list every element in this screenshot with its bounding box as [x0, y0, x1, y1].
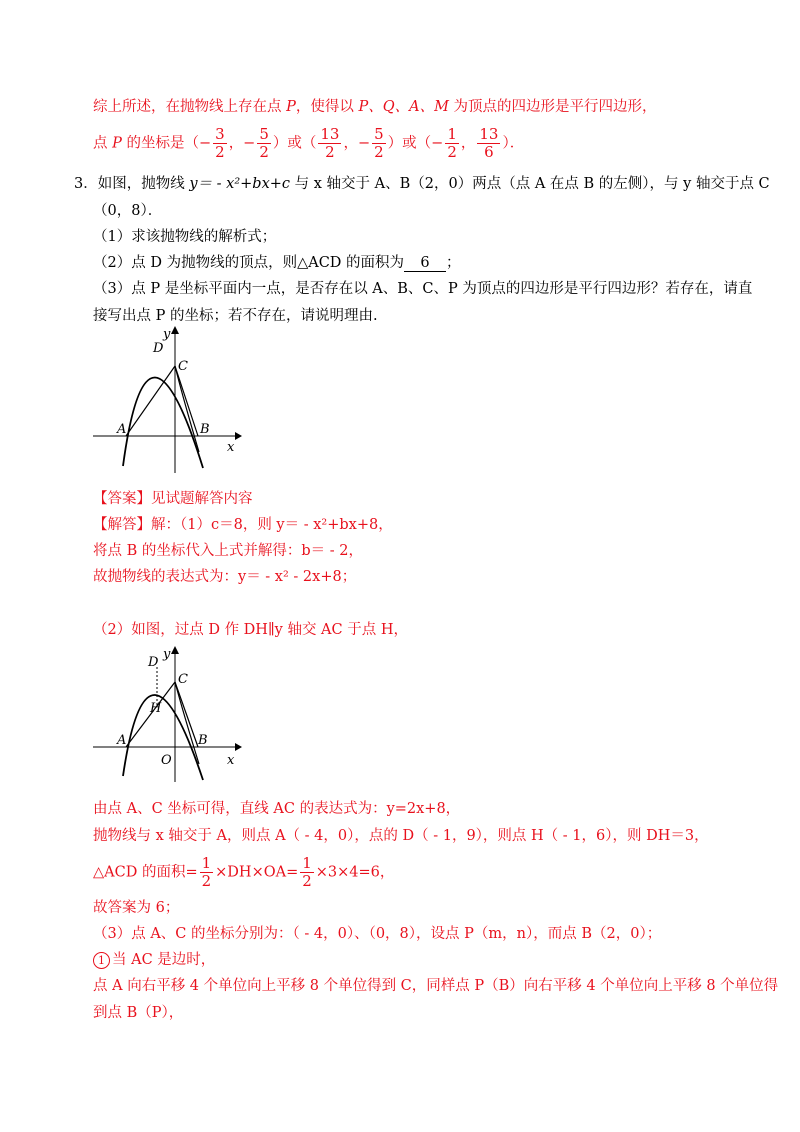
question-3-line-2: （0，8）．	[93, 203, 163, 219]
answer-tag: 【答案】	[93, 491, 151, 507]
label-c: C	[178, 672, 188, 687]
fraction: $\frac{5}{2}$	[259, 125, 269, 161]
label-c: C	[178, 359, 188, 374]
fraction: $\frac{3}{2}$	[215, 125, 225, 161]
label-x: x	[227, 440, 235, 455]
fraction: $\frac{5}{2}$	[374, 125, 384, 161]
fraction: $\frac{1}{2}$	[201, 854, 212, 890]
x-axis-arrow	[235, 743, 242, 751]
parabola-figure-1	[85, 318, 245, 478]
y-axis-arrow	[171, 326, 179, 334]
solution-line-answer: 故答案为 6；	[93, 900, 180, 916]
conclusion-line: 综上所述，在抛物线上存在点 P，使得以 P、Q、A、M 为顶点的四边形是平行四边形，	[93, 99, 657, 115]
question-3-part-2: （2）点 D 为抛物线的顶点，则△ACD 的面积为 6 ；	[93, 255, 461, 271]
parabola-inner-curve	[175, 366, 199, 452]
question-3-line-1: 3．如图，抛物线 y＝ - x²+bx+c 与 x 轴交于 A、B（2，0）两点（点 A 在点 B 的左侧），与 y 轴交于点 C	[74, 176, 770, 192]
fraction: $\frac{13}{2}$	[320, 125, 340, 161]
segment-ac	[126, 366, 175, 436]
label-y: y	[163, 647, 171, 662]
answer-line: 【答案】见试题解答内容	[93, 491, 253, 507]
solution-translation-line: 点 A 向右平移 4 个单位向上平移 8 个单位得到 C，同样点 P（B）向右平移 4 个单位向上平移 8 个单位得	[93, 978, 779, 994]
label-a: A	[117, 733, 127, 748]
solution-part-3: （3）点 A、C 的坐标分别为：（ - 4，0）、（0，8），设点 P（m，n），而点 B（2，0）；	[93, 926, 662, 942]
segment-cb	[175, 366, 198, 436]
parabola-figure-2	[85, 640, 245, 785]
label-a: A	[117, 422, 127, 437]
solution-line-1: 【解答】解：（1）c＝8，则 y＝ - x²+bx+8，	[93, 517, 393, 533]
parabola-inner-curve	[175, 682, 199, 764]
y-axis-arrow	[171, 646, 179, 654]
label-b: B	[200, 422, 210, 437]
label-h: H	[150, 701, 162, 716]
circled-number: 1	[93, 952, 110, 969]
solution-line-points: 抛物线与 x 轴交于 A，则点 A（ - 4，0），点的 D（ - 1，9），则点 H（ - 1，6），则 DH＝3，	[93, 828, 709, 844]
fraction: $\frac{1}{2}$	[447, 125, 457, 161]
label-x: x	[227, 753, 235, 768]
solution-tag: 【解答】	[93, 517, 151, 533]
label-o: O	[161, 753, 172, 768]
solution-translation-cont: 到点 B（P），	[93, 1005, 184, 1021]
fraction: $\frac{1}{2}$	[302, 854, 312, 890]
solution-line-2: 将点 B 的坐标代入上式并解得：b＝ - 2，	[93, 543, 363, 559]
label-d: D	[153, 341, 164, 356]
question-3-part-3: （3）点 P 是坐标平面内一点，是否存在以 A、B、C、P 为顶点的四边形是平行四边形？若存在，请直	[93, 281, 753, 297]
label-b: B	[198, 733, 208, 748]
solution-case-1: 1 当 AC 是边时，	[93, 948, 215, 969]
fraction: $\frac{13}{6}$	[479, 125, 499, 161]
question-3-part-3-cont: 接写出点 P 的坐标；若不存在，请说明理由.	[93, 308, 378, 324]
solution-line-3: 故抛物线的表达式为：y＝ - x² - 2x+8；	[93, 569, 357, 585]
answer-blank: 6	[404, 255, 446, 272]
label-d: D	[148, 655, 159, 670]
question-3-part-1: （1）求该抛物线的解析式；	[93, 229, 277, 245]
solution-part-2: （2）如图，过点 D 作 DH∥y 轴交 AC 于点 H，	[93, 622, 408, 638]
solution-line-area: △ACD 的面积= $\frac{1}{2}$ ×DH×OA= $\frac{1}{2}$ ×3×4=6，	[93, 854, 395, 890]
solution-line-ac: 由点 A、C 坐标可得，直线 AC 的表达式为：y=2x+8，	[93, 801, 461, 817]
coordinates-line: 点 P 的坐标是（− $\frac{3}{2}$ ，− $\frac{5}{2}$ ）或（ $\frac{13}{2}$ ，− $\frac{5}{2}$ ）或（− $\frac{1}{2}$ ， $\frac{13}{6}$ ）．	[93, 125, 525, 161]
x-axis-arrow	[235, 432, 242, 440]
label-y: y	[163, 327, 171, 342]
